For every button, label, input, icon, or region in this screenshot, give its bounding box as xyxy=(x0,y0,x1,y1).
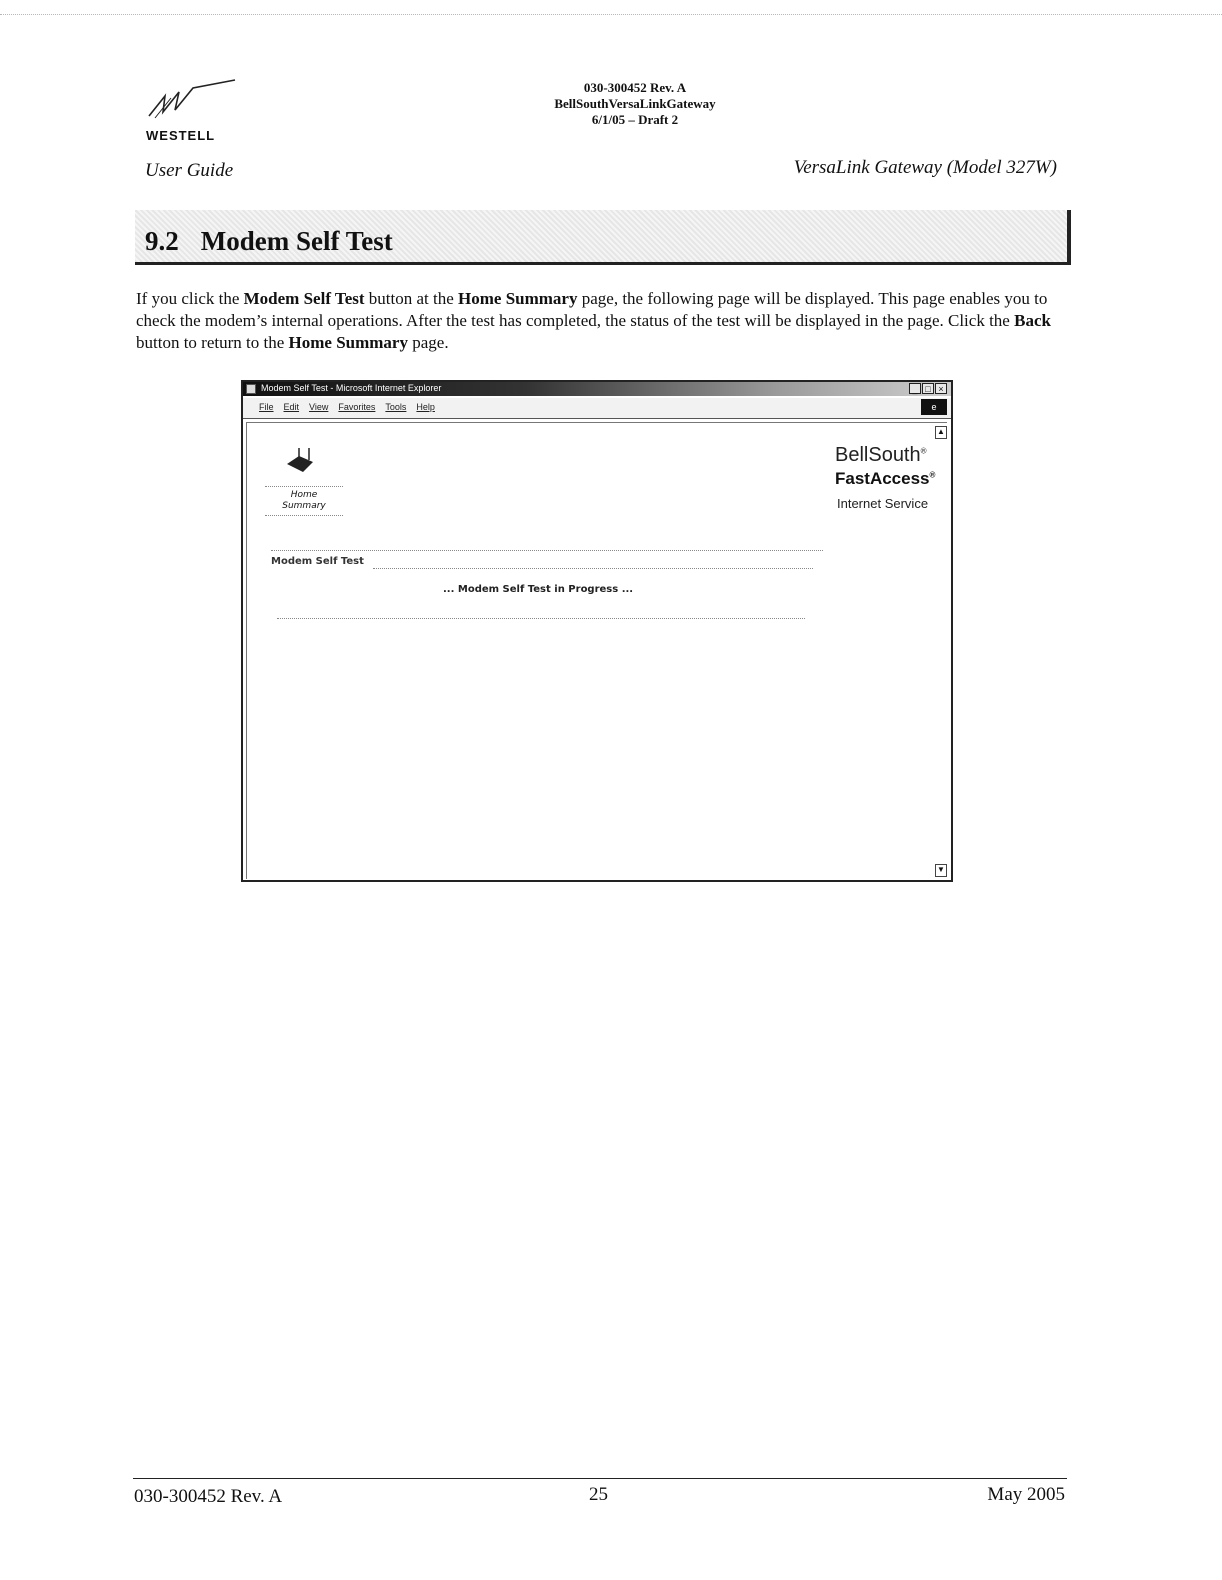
page-number: 25 xyxy=(589,1484,608,1505)
menu-help[interactable]: Help xyxy=(416,402,435,412)
router-icon xyxy=(283,446,317,476)
scan-edge-line xyxy=(0,14,1222,15)
body-text-4: button to return to the xyxy=(136,333,289,352)
menu-items xyxy=(259,402,435,412)
menu-edit[interactable]: Edit xyxy=(283,402,300,412)
home-summary-line1: Home xyxy=(290,490,318,500)
menu-bar xyxy=(243,398,951,419)
home-summary-line2: Summary xyxy=(282,501,326,511)
brand-mark-1: ® xyxy=(920,446,927,456)
brand-mark-2: ® xyxy=(929,470,936,480)
close-icon[interactable]: × xyxy=(935,383,947,394)
home-summary-button[interactable] xyxy=(265,486,343,516)
body-text-1: If you click the xyxy=(136,289,244,308)
brand-line-1: BellSouth xyxy=(835,444,921,466)
body-bold-3: Back xyxy=(1014,311,1051,330)
body-text-2: button at the xyxy=(364,289,459,308)
window-controls xyxy=(909,383,947,394)
menu-view[interactable]: View xyxy=(309,402,329,412)
header-right-title: VersaLink Gateway (Model 327W) xyxy=(793,157,1057,178)
menu-file[interactable]: File xyxy=(259,402,274,412)
browser-window-screenshot xyxy=(241,380,953,882)
doc-product: BellSouthVersaLinkGateway xyxy=(554,96,716,111)
self-test-label: Modem Self Test xyxy=(271,556,364,567)
ie-logo-icon: e xyxy=(921,399,947,415)
brand-internet-service: Internet Service xyxy=(837,496,929,511)
section-number: 9.2 xyxy=(145,226,179,256)
body-bold-2: Home Summary xyxy=(458,289,578,308)
header-left-title: User Guide xyxy=(145,160,234,181)
section-title: Modem Self Test xyxy=(200,226,393,256)
body-bold-4: Home Summary xyxy=(288,333,408,352)
footer-date: May 2005 xyxy=(987,1484,1065,1505)
divider-top xyxy=(271,550,823,551)
ie-window-icon xyxy=(246,384,256,394)
menu-favorites[interactable]: Favorites xyxy=(338,402,376,412)
brand-bellsouth xyxy=(835,444,927,467)
menu-tools[interactable]: Tools xyxy=(385,402,407,412)
body-bold-1: Modem Self Test xyxy=(243,289,365,308)
body-paragraph xyxy=(136,288,1056,354)
doc-date: 6/1/05 – Draft 2 xyxy=(591,112,679,127)
browser-viewport xyxy=(246,422,947,879)
section-heading xyxy=(145,226,393,257)
doc-number: 030-300452 Rev. A xyxy=(583,80,687,95)
window-titlebar xyxy=(243,382,951,396)
progress-status: ... Modem Self Test in Progress ... xyxy=(443,584,634,595)
window-title: Modem Self Test - Microsoft Internet Explorer xyxy=(261,383,442,393)
logo-wordmark: WESTELL xyxy=(146,128,216,143)
brand-line-2: FastAccess xyxy=(835,469,930,488)
minimize-icon[interactable]: _ xyxy=(909,383,921,394)
document-meta xyxy=(480,80,790,128)
body-text-3: page, the following page will be displayed. This page enables you to check the modem’s internal operations. After the test has completed, the status of the test will be displayed in the page. Click the xyxy=(136,289,1048,330)
footer-rule xyxy=(133,1478,1067,1479)
divider-bottom xyxy=(277,618,805,619)
footer-doc-number: 030-300452 Rev. A xyxy=(134,1486,283,1507)
brand-fastaccess xyxy=(835,469,935,489)
scroll-down-icon[interactable]: ▼ xyxy=(935,864,947,877)
maximize-icon[interactable]: □ xyxy=(922,383,934,394)
body-text-5: page. xyxy=(407,333,449,352)
divider-mid xyxy=(373,568,813,569)
scroll-up-icon[interactable]: ▲ xyxy=(935,426,947,439)
